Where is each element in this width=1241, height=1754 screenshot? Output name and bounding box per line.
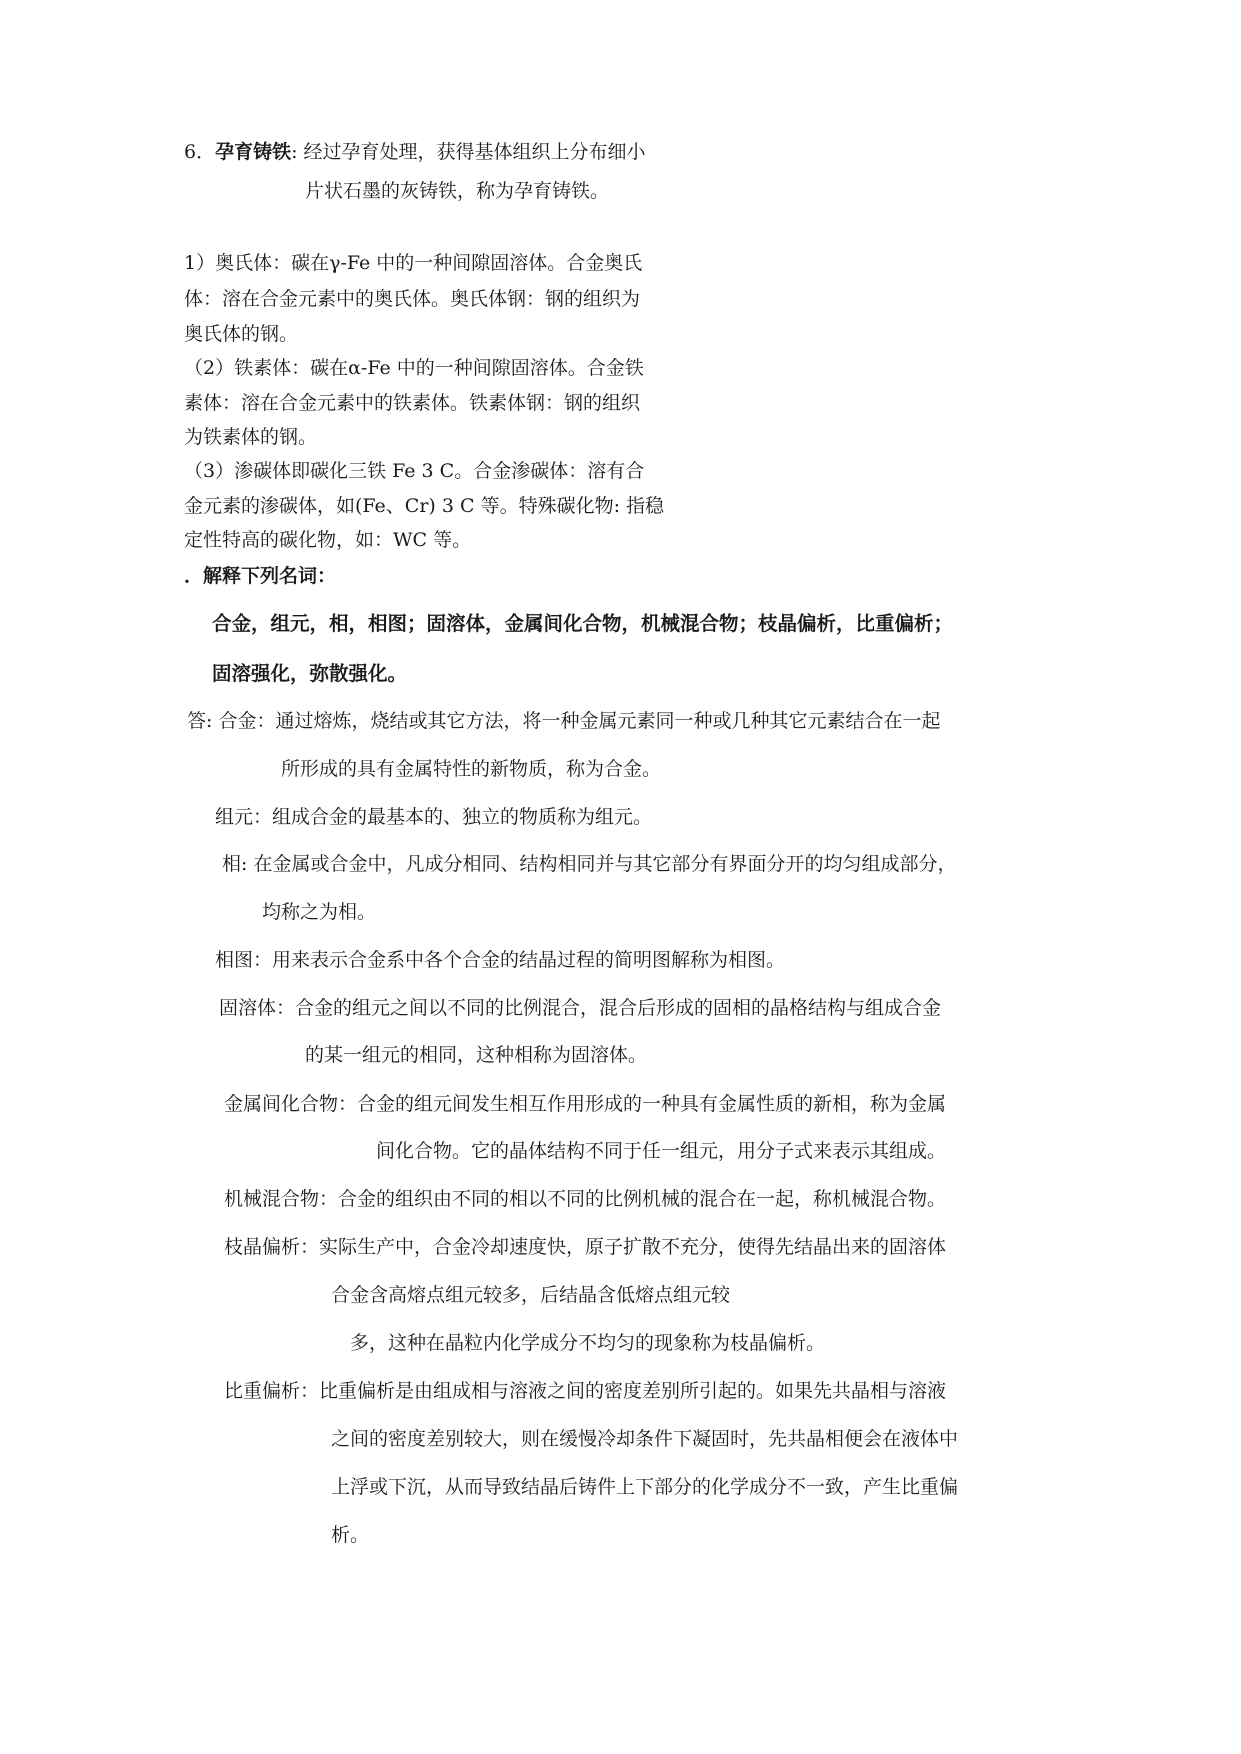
item-6-number: 6．	[184, 141, 216, 163]
answer-dendritic-segregation-line-1: 枝晶偏析：实际生产中，合金冷却速度快，原子扩散不充分，使得先结晶出来的固溶体	[224, 1236, 947, 1258]
cementite-line-3: 定性特高的碳化物，如：WC 等。	[184, 529, 472, 551]
austenite-line-1: 1）奥氏体：碳在γ-Fe 中的一种间隙固溶体。合金奥氏	[184, 252, 643, 274]
cementite-line-2: 金元素的渗碳体，如(Fe、Cr) 3 C 等。特殊碳化物: 指稳	[184, 495, 665, 517]
item-6-definition: : 经过孕育处理，获得基体组织上分布细小	[291, 141, 646, 163]
ferrite-line-3: 为铁素体的钢。	[184, 426, 318, 448]
ferrite-line-2: 素体：溶在合金元素中的铁素体。铁素体钢：钢的组织	[184, 392, 641, 414]
answer-dendritic-segregation-line-2: 合金含高熔点组元较多，后结晶含低熔点组元较	[331, 1284, 731, 1306]
cementite-line-1: （3）渗碳体即碳化三铁 Fe 3 C。合金渗碳体：溶有合	[184, 460, 645, 482]
answer-intermetallic-line-2: 间化合物。它的晶体结构不同于任一组元，用分子式来表示其组成。	[376, 1140, 947, 1162]
answer-dendritic-segregation-line-3: 多，这种在晶粒内化学成分不均匀的现象称为枝晶偏析。	[350, 1332, 826, 1354]
answer-alloy-line-1: 答: 合金：通过熔炼，烧结或其它方法，将一种金属元素同一种或几种其它元素结合在一起	[187, 710, 941, 732]
answer-component: 组元：组成合金的最基本的、独立的物质称为组元。	[215, 806, 653, 828]
answer-alloy-line-2: 所形成的具有金属特性的新物质，称为合金。	[281, 758, 662, 780]
answer-gravity-segregation-line-3: 上浮或下沉，从而导致结晶后铸件上下部分的化学成分不一致，产生比重偏	[331, 1476, 959, 1498]
ferrite-line-1: （2）铁素体：碳在α-Fe 中的一种间隙固溶体。合金铁	[184, 357, 644, 379]
terms-list-line-2: 固溶强化，弥散强化。	[212, 662, 408, 685]
answer-gravity-segregation-line-1: 比重偏析：比重偏析是由组成相与溶液之间的密度差别所引起的。如果先共晶相与溶液	[224, 1380, 947, 1402]
section-heading: ．解释下列名词：	[184, 565, 337, 587]
austenite-line-3: 奥氏体的钢。	[184, 323, 299, 345]
answer-intermetallic-line-1: 金属间化合物：合金的组元间发生相互作用形成的一种具有金属性质的新相，称为金属	[224, 1093, 947, 1115]
item-6-line-2: 片状石墨的灰铸铁，称为孕育铸铁。	[305, 180, 610, 202]
answer-solid-solution-line-2: 的某一组元的相同，这种相称为固溶体。	[305, 1044, 648, 1066]
austenite-line-2: 体：溶在合金元素中的奥氏体。奥氏体钢：钢的组织为	[184, 288, 641, 310]
answer-solid-solution-line-1: 固溶体：合金的组元之间以不同的比例混合，混合后形成的固相的晶格结构与组成合金	[219, 997, 942, 1019]
item-6-line-1	[184, 140, 646, 164]
answer-gravity-segregation-line-4: 析。	[331, 1524, 370, 1546]
answer-mechanical-mixture: 机械混合物：合金的组织由不同的相以不同的比例机械的混合在一起，称机械混合物。	[224, 1188, 947, 1210]
answer-phase-line-2: 均称之为相。	[262, 901, 377, 923]
terms-list-line-1: 合金，组元，相，相图；固溶体，金属间化合物，机械混合物；枝晶偏析，比重偏析；	[212, 612, 954, 635]
answer-phase-line-1: 相: 在金属或合金中，凡成分相同、结构相同并与其它部分有界面分开的均匀组成部分，	[222, 853, 957, 875]
item-6-term: 孕育铸铁	[215, 141, 292, 163]
answer-gravity-segregation-line-2: 之间的密度差别较大，则在缓慢冷却条件下凝固时，先共晶相便会在液体中	[331, 1428, 959, 1450]
answer-phase-diagram: 相图：用来表示合金系中各个合金的结晶过程的简明图解称为相图。	[215, 949, 786, 971]
